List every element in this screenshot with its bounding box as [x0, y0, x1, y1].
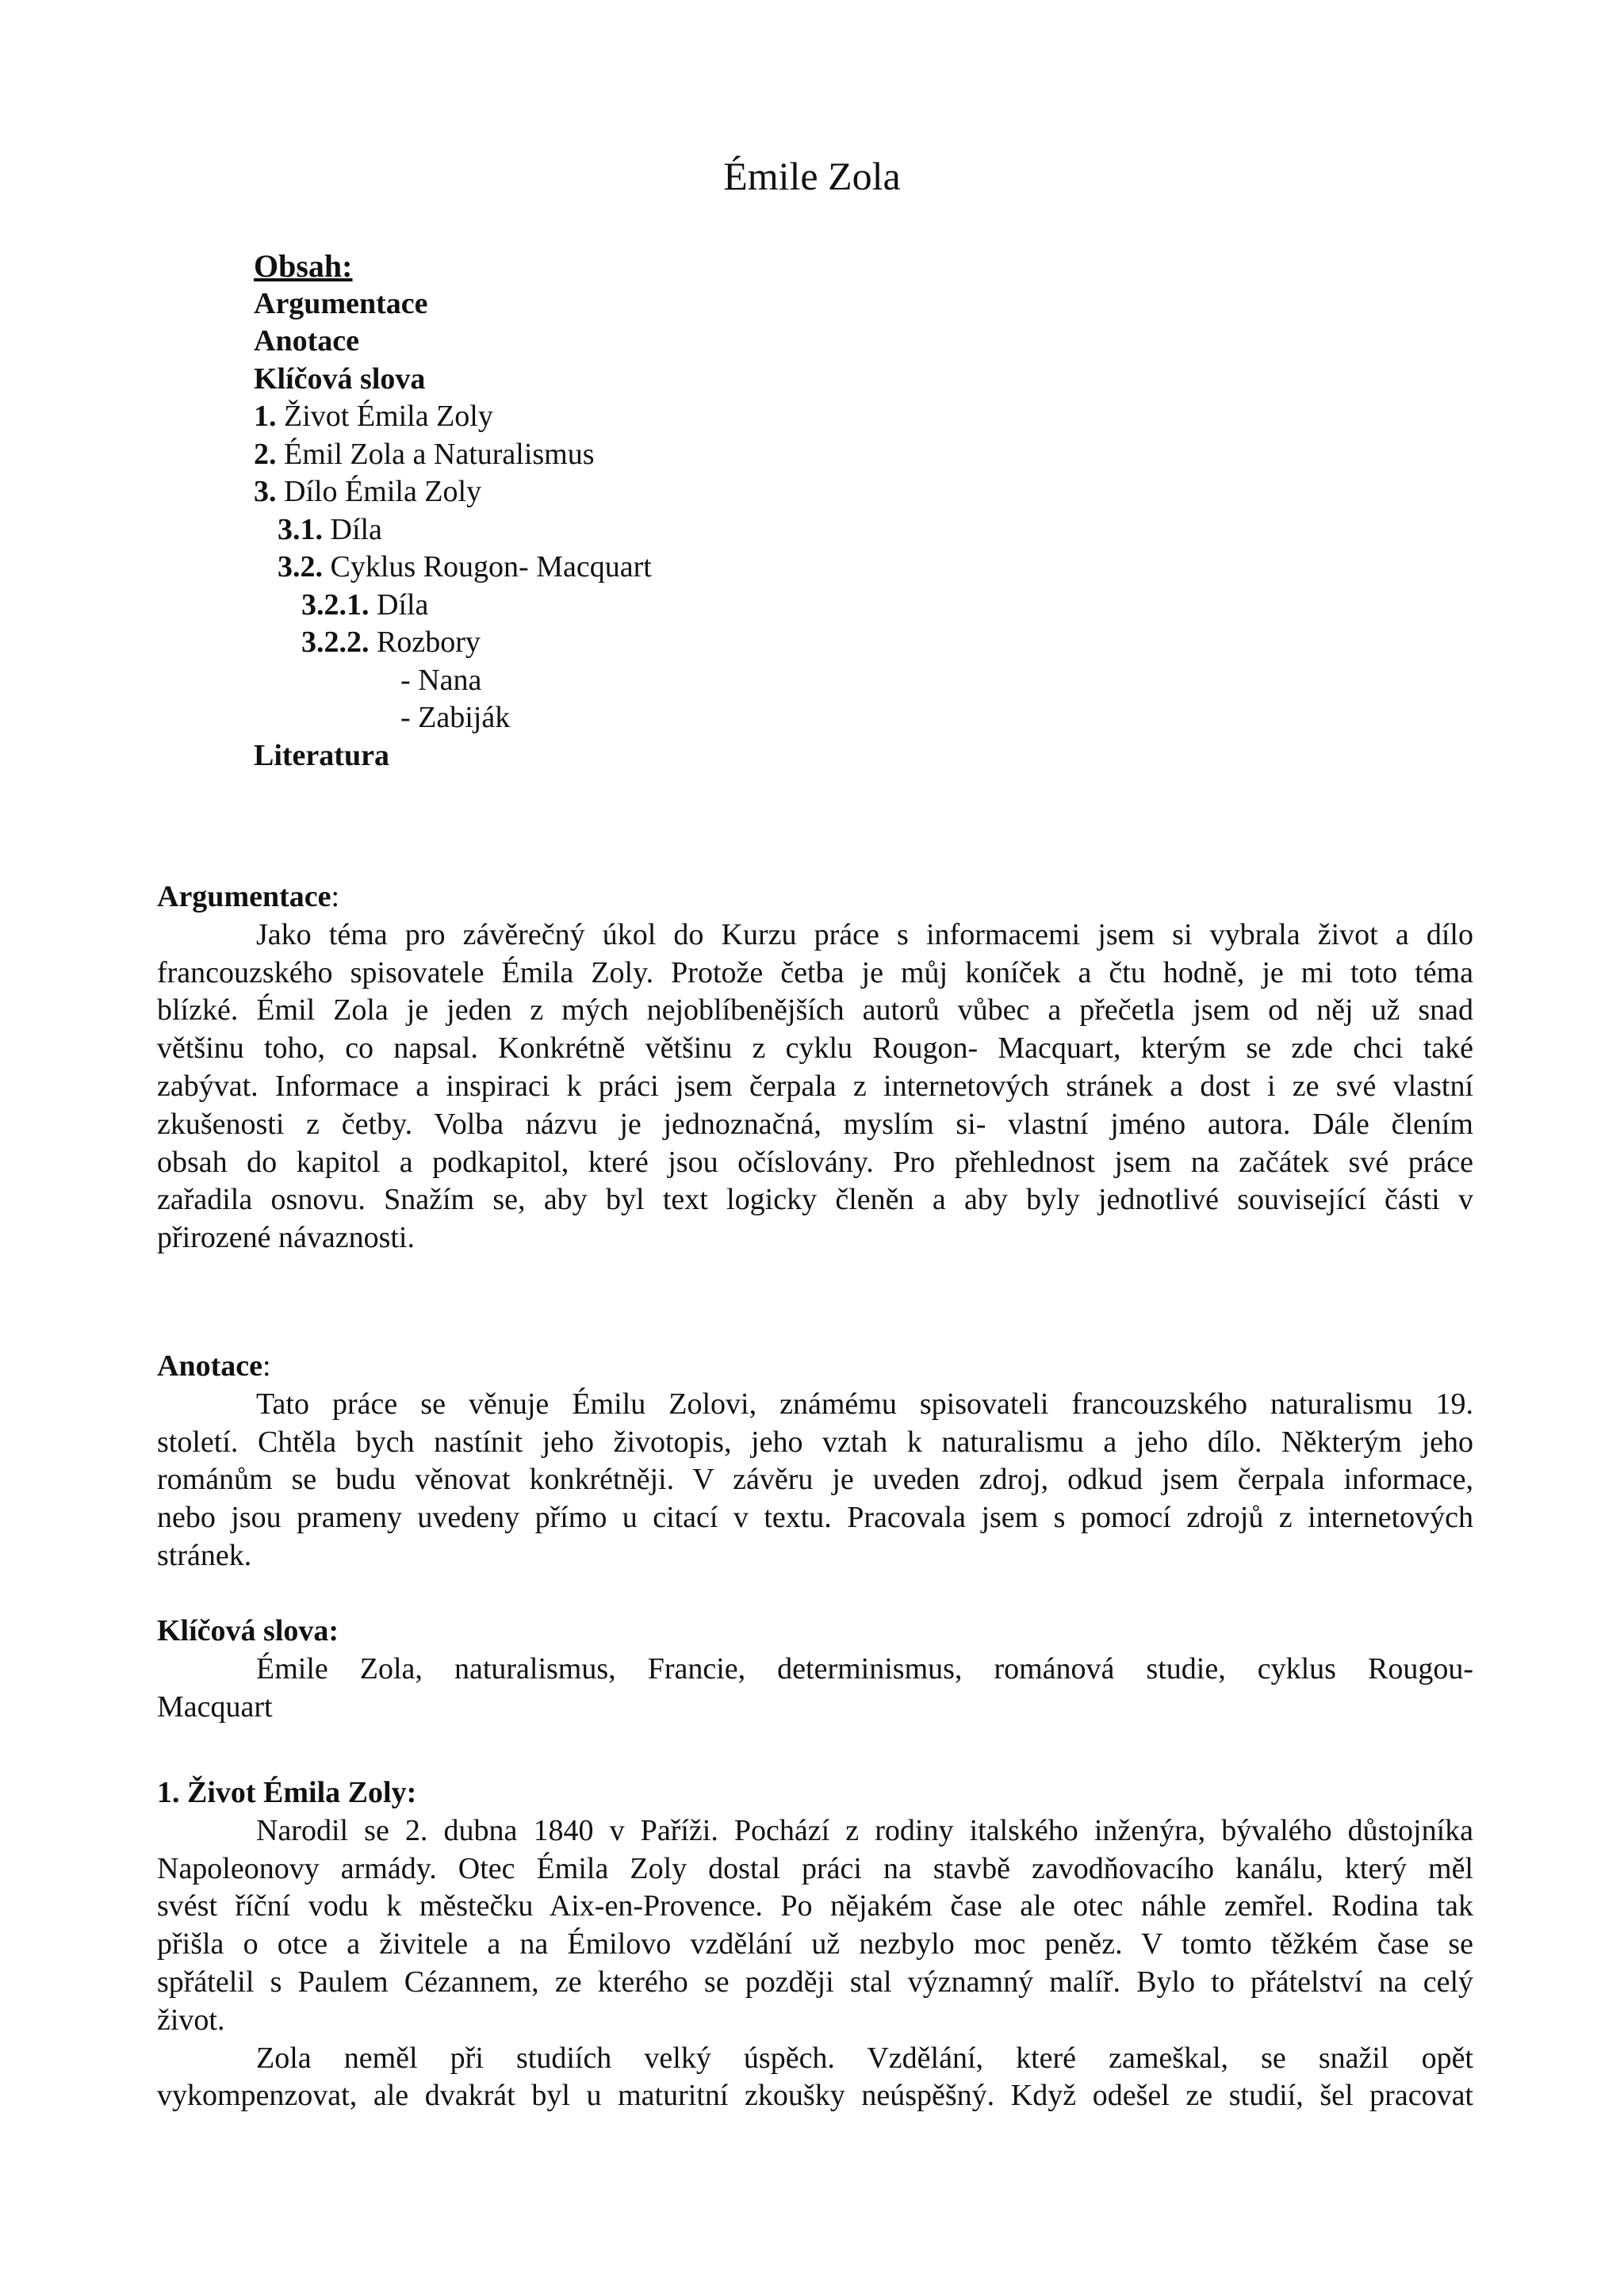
- toc-item-text: Díla: [369, 587, 429, 622]
- toc-item: [254, 323, 1205, 361]
- toc-item-text: - Nana: [400, 663, 482, 697]
- toc-item: [254, 662, 1205, 700]
- paragraph-line: Macquart: [157, 1689, 273, 1724]
- toc-item: [254, 699, 1205, 737]
- toc-item-text: Díla: [323, 512, 382, 546]
- paragraph-line: nebo jsou prameny uvedeny přímo u citací v textu. Pracovala jsem s pomocí zdrojů z internetových: [157, 1501, 1473, 1535]
- toc-heading-row: [254, 247, 1205, 285]
- toc-item-text: Klíčová slova: [254, 362, 426, 396]
- paragraph-line: románům se budu věnovat konkrétněji. V závěru je uveden zdroj, odkud jsem čerpala informace,: [157, 1463, 1473, 1497]
- toc-item-text: Rozbory: [369, 626, 481, 659]
- section-heading-colon: :: [262, 1349, 271, 1383]
- toc-item-text: Émil Zola a Naturalismus: [276, 437, 595, 471]
- section-argumentace: [157, 878, 1473, 1257]
- toc-item-number: 3.1.: [278, 512, 323, 546]
- section-anotace: [157, 1348, 1473, 1575]
- paragraph-line: století. Chtěla bych nastínit jeho životopis, jeho vztah k naturalismu a jeho dílo. Některým jeho: [157, 1425, 1473, 1459]
- paragraph-line: vykompenzovat, ale dvakrát byl u maturitní zkoušky neúspěšný. Když odešel ze studií, šel pracovat: [157, 2079, 1473, 2113]
- toc-item: [254, 624, 1205, 662]
- paragraph-line: obsah do kapitol a podkapitol, které jsou očíslovány. Pro přehlednost jsem na začátek své práce: [157, 1145, 1473, 1179]
- paragraph-line: Narodil se 2. dubna 1840 v Paříži. Pochází z rodiny italského inženýra, bývalého důstojníka: [256, 1813, 1473, 1847]
- paragraph-line: stránek.: [157, 1538, 252, 1572]
- toc-item: [254, 587, 1205, 625]
- paragraph-line: zabývat. Informace a inspiraci k práci jsem čerpala z internetových stránek a dost i ze své vlastní: [157, 1069, 1473, 1103]
- toc-item-number: 2.: [254, 437, 277, 471]
- toc-item: [254, 549, 1205, 587]
- section-heading-text: Argumentace: [157, 880, 331, 913]
- section-heading: [157, 878, 1473, 916]
- toc-item: [254, 737, 1205, 775]
- document-title: Émile Zola: [723, 154, 901, 198]
- paragraph-line: většinu toho, co napsal. Konkrétně většinu z cyklu Rougon- Macquart, kterým se zde chci také: [157, 1031, 1473, 1066]
- toc-item-number: 3.2.2.: [301, 626, 370, 659]
- paragraph-line: Émile Zola, naturalismus, Francie, determinismus, románová studie, cyklus Rougou-: [256, 1651, 1473, 1686]
- table-of-contents: [254, 247, 1205, 775]
- paragraph-line: francouzského spisovatele Émila Zoly. Protože četba je můj koníček a čtu hodně, je mi toto téma: [157, 955, 1473, 989]
- toc-item-text: Argumentace: [254, 286, 428, 320]
- section-heading: Klíčová slova:: [157, 1614, 339, 1647]
- paragraph-line: Tato práce se věnuje Émilu Zolovi, známému spisovateli francouzského naturalismu 19.: [256, 1387, 1473, 1421]
- paragraph-line: Napoleonovy armády. Otec Émila Zoly dostal práci na stavbě zavodňovacího kanálu, který měl: [157, 1851, 1473, 1885]
- paragraph-line: přišla o otce a živitele a na Émilovo vzdělání už nezbylo moc peněz. V tomto těžkém čase se: [157, 1927, 1473, 1961]
- toc-item-text: - Zabiják: [400, 701, 511, 734]
- toc-item: [254, 511, 1205, 549]
- toc-item-text: Literatura: [254, 738, 389, 772]
- toc-item-number: 1.: [254, 400, 277, 433]
- toc-item-text: Život Émila Zoly: [276, 400, 493, 433]
- paragraph-line: život.: [157, 2003, 225, 2037]
- paragraph-line: přirozené návaznosti.: [157, 1221, 415, 1255]
- paragraph-line: zkušenosti z četby. Volba názvu je jednoznačná, myslím si- vlastní jméno autora. Dále člením: [157, 1107, 1473, 1141]
- paragraph-line: zařadila osnovu. Snažím se, aby byl text logicky členěn a aby byly jednotlivé související části v: [157, 1183, 1473, 1217]
- toc-item-text: Cyklus Rougon- Macquart: [323, 550, 652, 584]
- section-klicova-slova: [157, 1613, 1473, 1726]
- section-zivot: [157, 1774, 1473, 2115]
- section-heading-colon: :: [331, 880, 340, 913]
- paragraph-line: svést říční vodu k městečku Aix-en-Provence. Po nějakém čase ale otec náhle zemřel. Rodina tak: [157, 1889, 1473, 1923]
- toc-item-number: 3.2.: [278, 550, 323, 584]
- section-heading: [157, 1348, 1473, 1386]
- toc-item: [254, 361, 1205, 399]
- paragraph-line: spřátelil s Paulem Cézannem, ze kterého se později stal významný malíř. Bylo to přátelství na celý: [157, 1965, 1473, 1999]
- section-heading-text: Anotace: [157, 1349, 262, 1383]
- toc-item-text: Dílo Émila Zoly: [276, 475, 482, 508]
- toc-item: [254, 473, 1205, 511]
- toc-item-number: 3.2.1.: [301, 587, 370, 622]
- section-heading: 1. Život Émila Zoly:: [157, 1776, 417, 1809]
- toc-item-text: Anotace: [254, 324, 359, 358]
- paragraph-line: blízké. Émil Zola je jeden z mých nejoblíbenějších autorů vůbec a přečetla jsem od něj už snad: [157, 993, 1473, 1027]
- paragraph-line: Jako téma pro závěrečný úkol do Kurzu práce s informacemi jsem si vybrala život a dílo: [256, 917, 1473, 951]
- toc-item: [254, 285, 1205, 323]
- toc-heading: Obsah:: [254, 248, 353, 284]
- toc-item: [254, 436, 1205, 474]
- toc-item-number: 3.: [254, 475, 277, 508]
- toc-item: [254, 398, 1205, 436]
- paragraph-line: Zola neměl při studiích velký úspěch. Vzdělání, které zameškal, se snažil opět: [256, 2041, 1473, 2075]
